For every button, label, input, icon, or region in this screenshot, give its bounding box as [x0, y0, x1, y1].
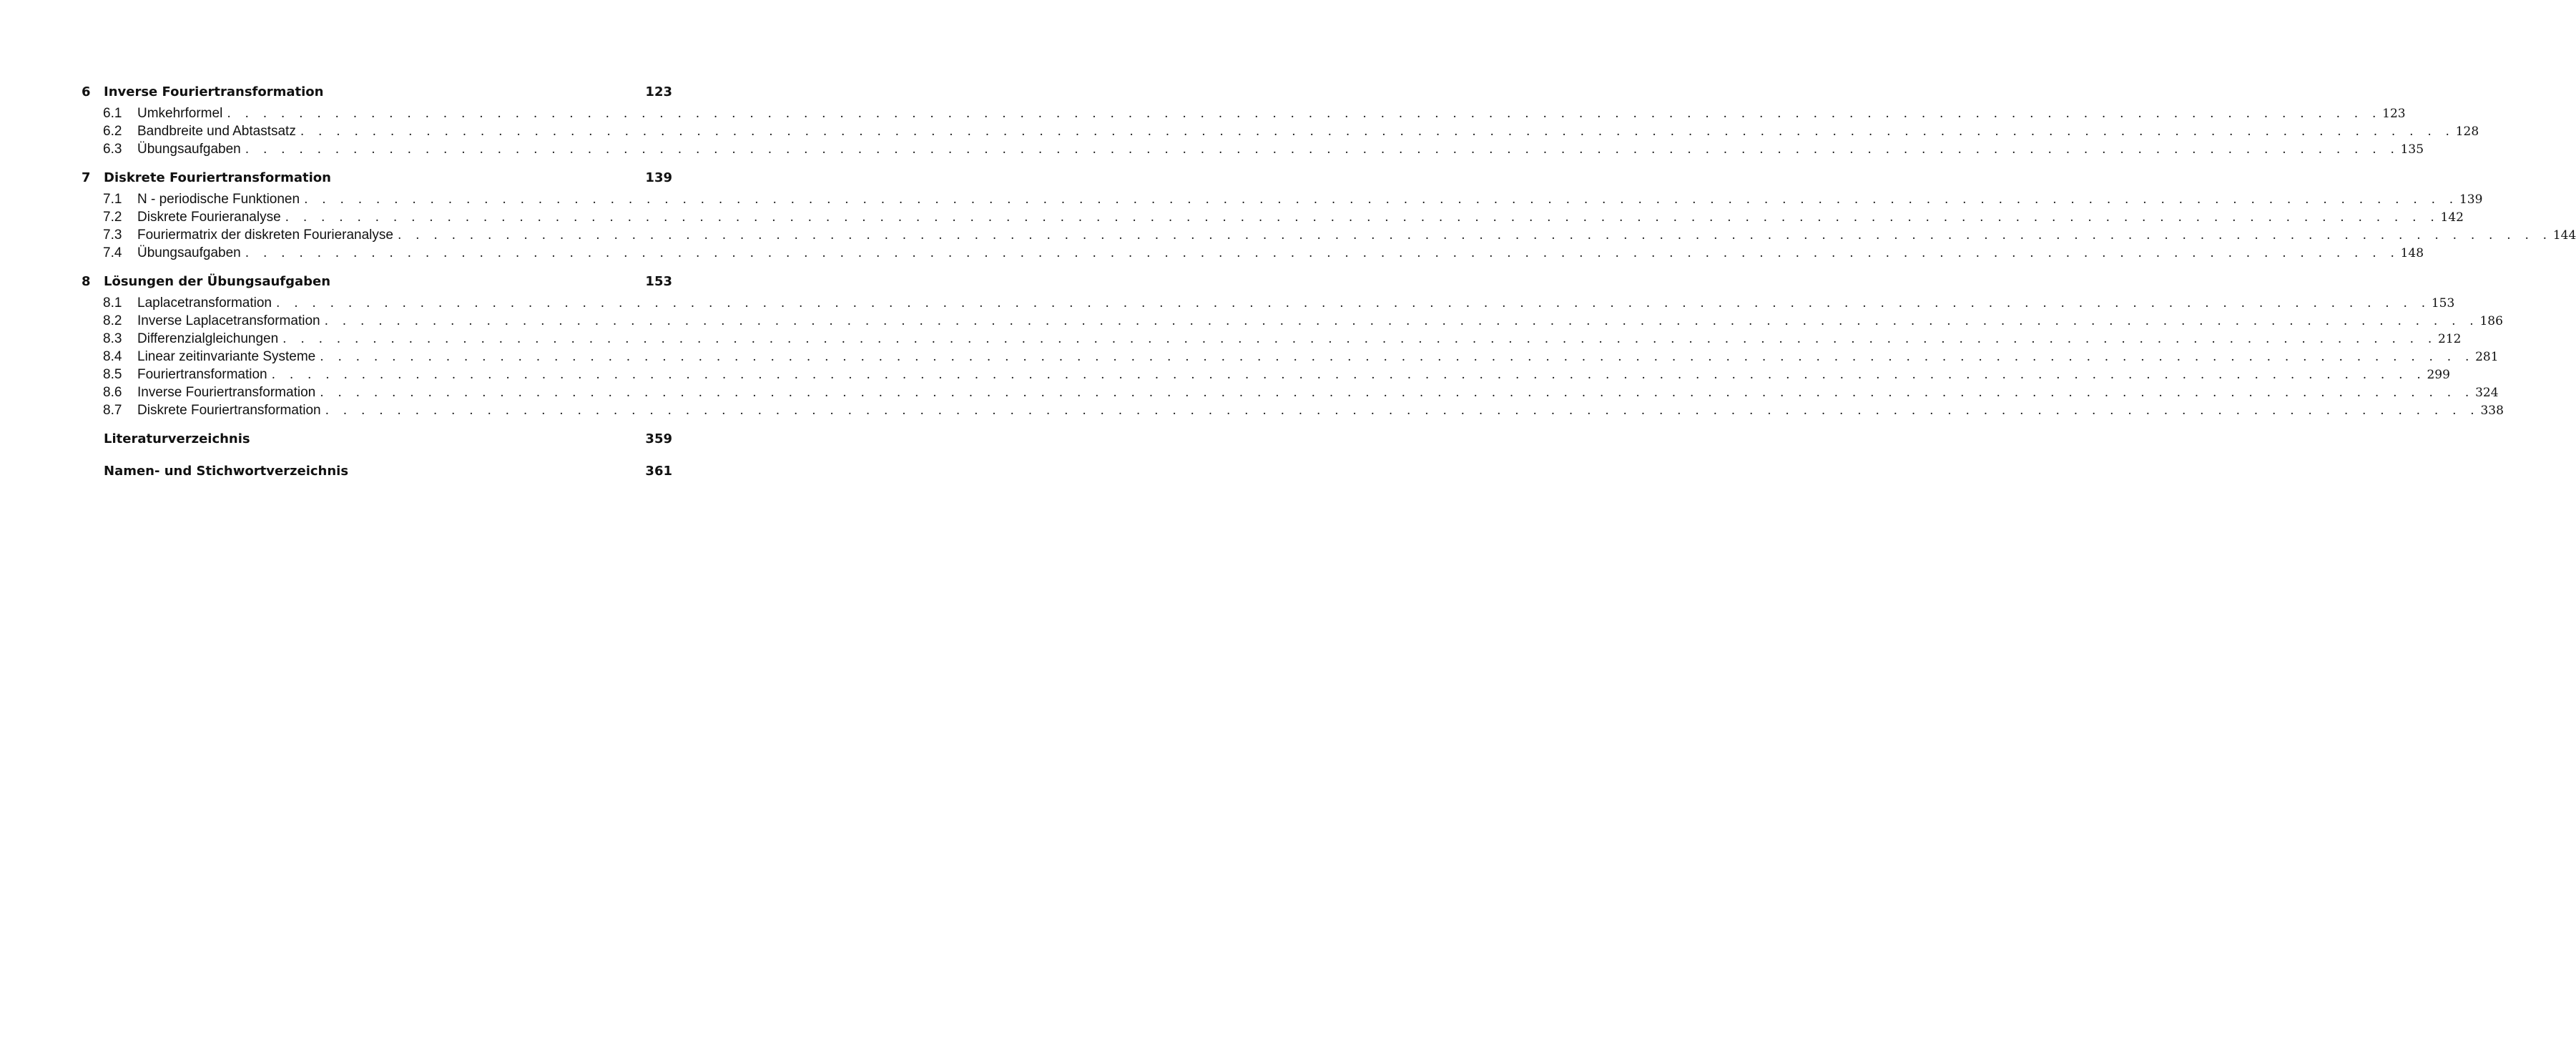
section-page-number: 148: [2400, 246, 2424, 260]
toc-chapter-entry[interactable]: [82, 431, 672, 453]
section-title: Übungsaufgaben: [137, 245, 241, 260]
section-title: N - periodische Funktionen: [137, 192, 300, 207]
section-title: Diskrete Fouriertransformation: [137, 403, 321, 418]
section-title: Linear zeitinvariante Systeme: [137, 349, 316, 364]
section-number: 8.6: [103, 385, 122, 400]
section-number: 8.2: [103, 313, 122, 328]
section-title: Umkehrformel: [137, 106, 223, 121]
toc-section-entry[interactable]: [82, 295, 2455, 313]
chapter-number: 7: [82, 170, 91, 185]
section-title: Fouriertransformation: [137, 367, 267, 382]
dot-leader: . . . . . . . . . . . . . . . . . . . . . . . . . . . . . . . . . . . . . . . . . . . . . . . . . . . . . . . . . . . . . . . . . . . . . . . . . . . . . . . . . . . . . . . . . . . . . . . . . . . . . . . . . . . . . . . . . . . . . . . .: [304, 192, 2459, 207]
section-title: Bandbreite und Abtastsatz: [137, 124, 296, 139]
section-number: 6.1: [103, 106, 122, 121]
toc-section-entry[interactable]: [82, 124, 2479, 142]
chapter-title: Diskrete Fouriertransformation: [104, 170, 331, 185]
toc-section-entry[interactable]: [82, 192, 2483, 210]
toc-section-entry[interactable]: [82, 228, 2576, 245]
section-page-number: 186: [2479, 314, 2503, 328]
section-title: Übungsaufgaben: [137, 142, 241, 157]
section-page-number: 139: [2459, 192, 2483, 207]
chapter-number: 8: [82, 274, 91, 289]
section-page-number: 299: [2427, 368, 2450, 382]
chapter-title: Literaturverzeichnis: [104, 431, 250, 446]
dot-leader: . . . . . . . . . . . . . . . . . . . . . . . . . . . . . . . . . . . . . . . . . . . . . . . . . . . . . . . . . . . . . . . . . . . . . . . . . . . . . . . . . . . . . . . . . . . . . . . . . . . . . . . . . . . . . . . . . . . . . . . .: [325, 404, 2479, 418]
chapter-page-number: 361: [645, 464, 672, 479]
dot-leader: . . . . . . . . . . . . . . . . . . . . . . . . . . . . . . . . . . . . . . . . . . . . . . . . . . . . . . . . . . . . . . . . . . . . . . . . . . . . . . . . . . . . . . . . . . . . . . . . . . . . . . . . . . . . . . . . . . . . . . . .: [227, 107, 2381, 121]
section-title: Differenzialgleichungen: [137, 331, 279, 346]
chapter-page-number: 359: [645, 431, 672, 446]
section-number: 7.3: [103, 228, 122, 243]
dot-leader: . . . . . . . . . . . . . . . . . . . . . . . . . . . . . . . . . . . . . . . . . . . . . . . . . . . . . . . . . . . . . . . . . . . . . . . . . . . . . . . . . . . . . . . . . . . . . . . . . . . . . . . . . . . . . . . . . . . . . . . .: [282, 332, 2437, 346]
toc-section-entry[interactable]: [82, 367, 2450, 385]
toc-section-entry[interactable]: [82, 210, 2464, 228]
dot-leader: . . . . . . . . . . . . . . . . . . . . . . . . . . . . . . . . . . . . . . . . . . . . . . . . . . . . . . . . . . . . . . . . . . . . . . . . . . . . . . . . . . . . . . . . . . . . . . . . . . . . . . . . . . . . . . . . . . . . . . . .: [397, 228, 2552, 243]
section-title: Diskrete Fourieranalyse: [137, 210, 281, 225]
toc-section-entry[interactable]: [82, 313, 2503, 331]
dot-leader: . . . . . . . . . . . . . . . . . . . . . . . . . . . . . . . . . . . . . . . . . . . . . . . . . . . . . . . . . . . . . . . . . . . . . . . . . . . . . . . . . . . . . . . . . . . . . . . . . . . . . . . . . . . . . . . . . . . . . . . .: [245, 246, 2400, 260]
toc-section-entry[interactable]: [82, 245, 2424, 263]
toc-chapter-entry[interactable]: [82, 170, 672, 192]
dot-leader: . . . . . . . . . . . . . . . . . . . . . . . . . . . . . . . . . . . . . . . . . . . . . . . . . . . . . . . . . . . . . . . . . . . . . . . . . . . . . . . . . . . . . . . . . . . . . . . . . . . . . . . . . . . . . . . . . . . . . . . .: [276, 296, 2431, 311]
section-page-number: 212: [2438, 332, 2462, 346]
section-title: Fouriermatrix der diskreten Fourieranalyse: [137, 228, 393, 243]
section-number: 7.2: [103, 210, 122, 225]
section-number: 8.1: [103, 295, 122, 311]
section-number: 7.4: [103, 245, 122, 260]
toc-chapter-entry[interactable]: [82, 464, 672, 485]
section-page-number: 324: [2475, 386, 2499, 400]
section-page-number: 338: [2480, 404, 2504, 418]
toc-section-entry[interactable]: [82, 385, 2499, 403]
table-of-contents: [82, 84, 2576, 485]
toc-section-entry[interactable]: [82, 331, 2462, 349]
section-number: 6.2: [103, 124, 122, 139]
toc-section-entry[interactable]: [82, 403, 2504, 421]
section-page-number: 153: [2431, 296, 2455, 311]
dot-leader: . . . . . . . . . . . . . . . . . . . . . . . . . . . . . . . . . . . . . . . . . . . . . . . . . . . . . . . . . . . . . . . . . . . . . . . . . . . . . . . . . . . . . . . . . . . . . . . . . . . . . . . . . . . . . . . . . . . . . . . .: [285, 210, 2439, 225]
toc-chapter-entry[interactable]: [82, 274, 672, 295]
toc-chapter-entry[interactable]: [82, 84, 672, 106]
section-title: Laplacetransformation: [137, 295, 272, 311]
section-page-number: 123: [2382, 107, 2406, 121]
dot-leader: . . . . . . . . . . . . . . . . . . . . . . . . . . . . . . . . . . . . . . . . . . . . . . . . . . . . . . . . . . . . . . . . . . . . . . . . . . . . . . . . . . . . . . . . . . . . . . . . . . . . . . . . . . . . . . . . . . . . . . . .: [271, 368, 2426, 382]
section-title: Inverse Fouriertransformation: [137, 385, 316, 400]
dot-leader: . . . . . . . . . . . . . . . . . . . . . . . . . . . . . . . . . . . . . . . . . . . . . . . . . . . . . . . . . . . . . . . . . . . . . . . . . . . . . . . . . . . . . . . . . . . . . . . . . . . . . . . . . . . . . . . . . . . . . . . .: [300, 124, 2455, 139]
chapter-number: 6: [82, 84, 91, 99]
chapter-page-number: 123: [645, 84, 672, 99]
chapter-title: Inverse Fouriertransformation: [104, 84, 324, 99]
toc-section-entry[interactable]: [82, 106, 2406, 124]
section-title: Inverse Laplacetransformation: [137, 313, 320, 328]
chapter-title: Namen- und Stichwortverzeichnis: [104, 464, 349, 479]
section-number: 7.1: [103, 192, 122, 207]
toc-section-entry[interactable]: [82, 349, 2499, 367]
section-number: 8.4: [103, 349, 122, 364]
section-page-number: 128: [2455, 124, 2479, 139]
section-number: 8.7: [103, 403, 122, 418]
dot-leader: . . . . . . . . . . . . . . . . . . . . . . . . . . . . . . . . . . . . . . . . . . . . . . . . . . . . . . . . . . . . . . . . . . . . . . . . . . . . . . . . . . . . . . . . . . . . . . . . . . . . . . . . . . . . . . . . . . . . . . . .: [320, 350, 2474, 364]
section-page-number: 135: [2400, 142, 2424, 157]
section-number: 8.3: [103, 331, 122, 346]
toc-section-entry[interactable]: [82, 142, 2424, 160]
chapter-page-number: 139: [645, 170, 672, 185]
section-page-number: 142: [2440, 210, 2464, 225]
dot-leader: . . . . . . . . . . . . . . . . . . . . . . . . . . . . . . . . . . . . . . . . . . . . . . . . . . . . . . . . . . . . . . . . . . . . . . . . . . . . . . . . . . . . . . . . . . . . . . . . . . . . . . . . . . . . . . . . . . . . . . . .: [324, 314, 2479, 328]
section-page-number: 281: [2475, 350, 2499, 364]
dot-leader: . . . . . . . . . . . . . . . . . . . . . . . . . . . . . . . . . . . . . . . . . . . . . . . . . . . . . . . . . . . . . . . . . . . . . . . . . . . . . . . . . . . . . . . . . . . . . . . . . . . . . . . . . . . . . . . . . . . . . . . .: [245, 142, 2400, 157]
section-number: 6.3: [103, 142, 122, 157]
section-number: 8.5: [103, 367, 122, 382]
dot-leader: . . . . . . . . . . . . . . . . . . . . . . . . . . . . . . . . . . . . . . . . . . . . . . . . . . . . . . . . . . . . . . . . . . . . . . . . . . . . . . . . . . . . . . . . . . . . . . . . . . . . . . . . . . . . . . . . . . . . . . . .: [320, 386, 2474, 400]
chapter-title: Lösungen der Übungsaufgaben: [104, 274, 331, 289]
section-page-number: 144: [2552, 228, 2576, 243]
chapter-page-number: 153: [645, 274, 672, 289]
